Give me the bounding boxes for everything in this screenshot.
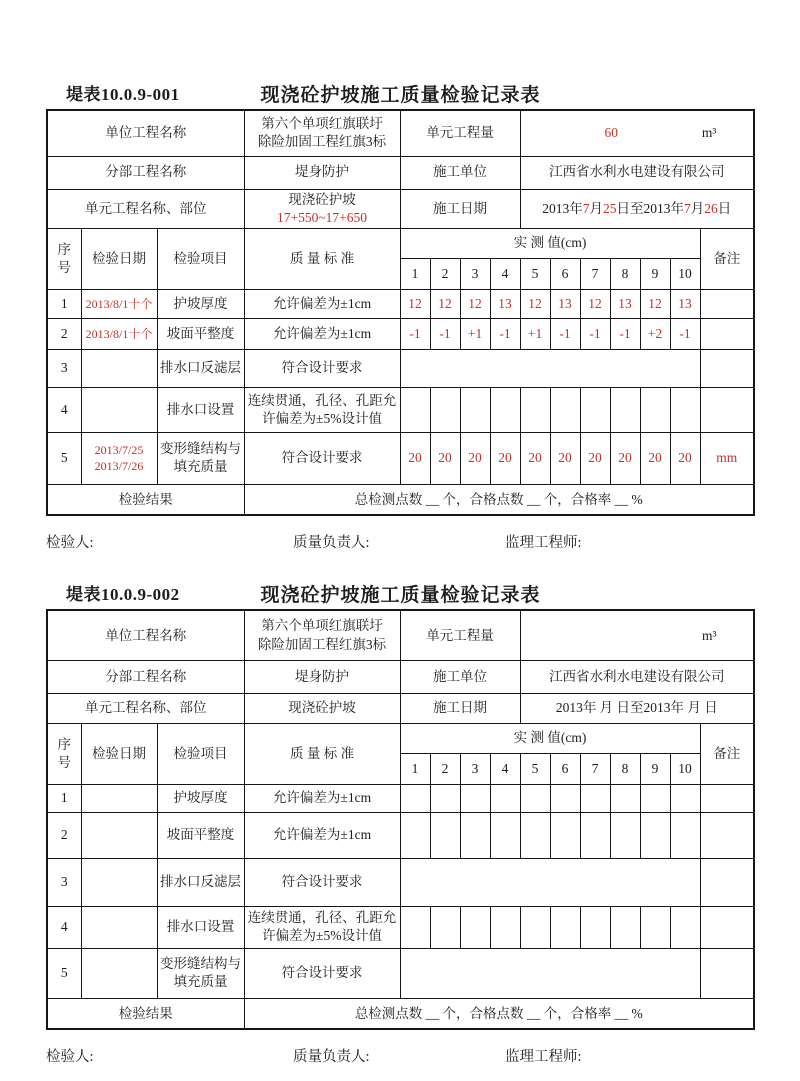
- measured-value-cell: [610, 812, 640, 858]
- row-remark: [700, 784, 754, 812]
- measured-value-cell: [670, 906, 700, 948]
- measured-value-cell: [460, 387, 490, 432]
- measured-value-cell: -1: [490, 318, 520, 349]
- measured-value-cell: [400, 387, 430, 432]
- row-date: [81, 349, 157, 387]
- row-item: 坡面平整度: [157, 318, 244, 349]
- element-line2: 17+550~17+650: [277, 209, 368, 225]
- unit-name-line2: 除险加固工程红旗3标: [257, 134, 387, 150]
- col-num: 10: [670, 258, 700, 289]
- row-item: 变形缝结构与填充质量: [157, 432, 244, 484]
- row-remark: [700, 318, 754, 349]
- contractor-label: 施工单位: [400, 156, 520, 189]
- row-standard: 允许偏差为±1cm: [244, 318, 400, 349]
- info-row-element: [47, 189, 754, 228]
- col-header-seq: 序号: [47, 723, 81, 784]
- division-value: 堤身防护: [244, 660, 400, 693]
- col-header-item: 检验项目: [157, 723, 244, 784]
- measured-value-cell: [430, 387, 460, 432]
- unit-qty-unit: m³: [701, 125, 717, 141]
- col-num: 2: [430, 258, 460, 289]
- unit-qty-value: [520, 610, 754, 660]
- measured-value-cell: 20: [610, 432, 640, 484]
- row-date: [81, 432, 157, 484]
- result-text: 总检测点数 __ 个，合格点数 __ 个，合格率 __ %: [244, 484, 754, 515]
- form2-signatures: [46, 1042, 755, 1068]
- data-row-3: [47, 858, 754, 906]
- col-num: 10: [670, 753, 700, 784]
- col-header-remark: 备注: [700, 723, 754, 784]
- result-label: 检验结果: [47, 484, 244, 515]
- col-num: 5: [520, 753, 550, 784]
- measured-value-cell: 20: [520, 432, 550, 484]
- header-row-1: [47, 228, 754, 258]
- measured-value-cell: -1: [400, 318, 430, 349]
- measured-value-cell: 12: [400, 289, 430, 318]
- measured-value-cell: [580, 387, 610, 432]
- inspection-table-1: [46, 109, 755, 516]
- row-seq: 2: [47, 812, 81, 858]
- row-date: [81, 906, 157, 948]
- measured-value-cell: 20: [490, 432, 520, 484]
- measured-value-cell: [520, 784, 550, 812]
- col-num: 1: [400, 753, 430, 784]
- contractor-value: 江西省水利水电建设有限公司: [520, 660, 754, 693]
- row-seq: 1: [47, 289, 81, 318]
- measured-value-cell: [670, 784, 700, 812]
- date-part: 2013年: [542, 200, 583, 216]
- col-header-date: 检验日期: [81, 228, 157, 289]
- measured-value-cell: [490, 784, 520, 812]
- measured-value-cell: [430, 784, 460, 812]
- measured-value-cell: -1: [580, 318, 610, 349]
- unit-qty-label: 单元工程量: [400, 610, 520, 660]
- row-standard: 符合设计要求: [244, 948, 400, 998]
- measured-value-cell: [490, 906, 520, 948]
- measured-value-cell: [580, 784, 610, 812]
- measured-value-cell: +1: [520, 318, 550, 349]
- col-header-standard: 质 量 标 准: [244, 723, 400, 784]
- measured-value-cell: 12: [520, 289, 550, 318]
- row-date: 2013/8/1十个: [81, 289, 157, 318]
- col-num: 4: [490, 753, 520, 784]
- unit-name-line1: 第六个单项红旗联圩: [261, 618, 383, 634]
- col-header-measured: 实 测 值(cm): [400, 723, 700, 753]
- unit-name-label: 单位工程名称: [47, 110, 244, 156]
- measured-value-cell: [430, 906, 460, 948]
- data-row-2: [47, 318, 754, 349]
- info-row-unit-name: [47, 110, 754, 156]
- measured-value-cell: [610, 784, 640, 812]
- col-num: 8: [610, 753, 640, 784]
- info-row-division: [47, 156, 754, 189]
- measured-value-cell: [550, 784, 580, 812]
- row-item: 排水口设置: [157, 387, 244, 432]
- unit-name-label: 单位工程名称: [47, 610, 244, 660]
- row-standard: 符合设计要求: [244, 349, 400, 387]
- date-part: 7: [582, 200, 590, 216]
- form2-number: 堤表10.0.9-002: [66, 585, 180, 605]
- col-header-remark: 备注: [700, 228, 754, 289]
- row-date: [81, 387, 157, 432]
- measured-value-cell: [550, 812, 580, 858]
- measured-value-cell: 20: [580, 432, 610, 484]
- measured-value-cell: [400, 784, 430, 812]
- row-remark: [700, 812, 754, 858]
- row-item: 排水口设置: [157, 906, 244, 948]
- measured-value-cell: [430, 812, 460, 858]
- row-item: 排水口反滤层: [157, 858, 244, 906]
- row-remark: mm: [700, 432, 754, 484]
- col-header-date: 检验日期: [81, 723, 157, 784]
- unit-qty-unit: m³: [701, 627, 717, 643]
- col-num: 7: [580, 258, 610, 289]
- measured-value-cell: 20: [550, 432, 580, 484]
- measured-value-cell: [580, 812, 610, 858]
- measured-value-cell: [550, 906, 580, 948]
- measured-value-cell: -1: [430, 318, 460, 349]
- row-date-line2: 2013/7/26: [94, 459, 144, 474]
- measured-value-cell: [490, 387, 520, 432]
- row-item: 护坡厚度: [157, 289, 244, 318]
- data-row-1: [47, 289, 754, 318]
- measured-value-cell: 20: [640, 432, 670, 484]
- row-remark: [700, 906, 754, 948]
- unit-name-value: [244, 610, 400, 660]
- result-row: [47, 998, 754, 1029]
- unit-qty-value: [520, 110, 754, 156]
- quality-manager-signature-label: 质量负责人:: [293, 534, 370, 551]
- supervisor-signature-label: 监理工程师:: [505, 534, 582, 551]
- form1-signatures: [46, 528, 755, 554]
- header-row-1: [47, 723, 754, 753]
- measured-value-cell: [640, 812, 670, 858]
- info-row-division: [47, 660, 754, 693]
- element-value: [244, 693, 400, 723]
- col-header-seq: 序号: [47, 228, 81, 289]
- measured-value-cell: 20: [400, 432, 430, 484]
- row-date: [81, 784, 157, 812]
- measured-value-cell: -1: [610, 318, 640, 349]
- measured-value-cell: [640, 387, 670, 432]
- row-item: 坡面平整度: [157, 812, 244, 858]
- measured-value-cell: 13: [550, 289, 580, 318]
- date-value: [520, 189, 754, 228]
- data-row-3: [47, 349, 754, 387]
- element-label: 单元工程名称、部位: [47, 693, 244, 723]
- result-row: [47, 484, 754, 515]
- date-part: 2013年 月 日至2013年 月 日: [555, 700, 718, 716]
- measured-values-merged: [400, 858, 700, 906]
- quality-manager-signature-label: 质量负责人:: [293, 1048, 370, 1065]
- col-num: 9: [640, 753, 670, 784]
- info-row-unit-name: [47, 610, 754, 660]
- unit-qty-number: 60: [604, 125, 618, 141]
- row-date-line1: 2013/7/25: [94, 443, 144, 458]
- data-row-5: [47, 948, 754, 998]
- date-label: 施工日期: [400, 693, 520, 723]
- measured-value-cell: +1: [460, 318, 490, 349]
- inspector-signature-label: 检验人:: [46, 534, 94, 551]
- row-seq: 3: [47, 349, 81, 387]
- measured-value-cell: [520, 812, 550, 858]
- measured-value-cell: [610, 906, 640, 948]
- measured-value-cell: 20: [460, 432, 490, 484]
- supervisor-signature-label: 监理工程师:: [505, 1048, 582, 1065]
- row-remark: [700, 349, 754, 387]
- col-num: 9: [640, 258, 670, 289]
- form1-title-row: [46, 80, 755, 106]
- element-line1: 现浇砼护坡: [288, 700, 356, 716]
- col-num: 8: [610, 258, 640, 289]
- result-text: 总检测点数 __ 个，合格点数 __ 个，合格率 __ %: [244, 998, 754, 1029]
- date-part: 7: [684, 200, 691, 216]
- measured-value-cell: [460, 784, 490, 812]
- col-num: 1: [400, 258, 430, 289]
- measured-value-cell: 13: [670, 289, 700, 318]
- date-part: 月: [690, 200, 705, 216]
- row-remark: [700, 387, 754, 432]
- row-item: 排水口反滤层: [157, 349, 244, 387]
- measured-values-merged: [400, 349, 700, 387]
- row-standard: 允许偏差为±1cm: [244, 289, 400, 318]
- measured-value-cell: 13: [490, 289, 520, 318]
- col-num: 5: [520, 258, 550, 289]
- measured-value-cell: [670, 387, 700, 432]
- form2-title-row: [46, 580, 755, 606]
- measured-value-cell: 12: [460, 289, 490, 318]
- contractor-value: 江西省水利水电建设有限公司: [520, 156, 754, 189]
- measured-value-cell: [610, 387, 640, 432]
- measured-value-cell: [520, 906, 550, 948]
- row-seq: 4: [47, 906, 81, 948]
- row-date: 2013/8/1十个: [81, 318, 157, 349]
- unit-name-line1: 第六个单项红旗联圩: [261, 116, 383, 132]
- measured-value-cell: -1: [670, 318, 700, 349]
- form1-title: 现浇砼护坡施工质量检验记录表: [260, 85, 541, 106]
- date-part: 25: [603, 200, 617, 216]
- measured-value-cell: [400, 812, 430, 858]
- measured-value-cell: +2: [640, 318, 670, 349]
- form1-number: 堤表10.0.9-001: [66, 85, 180, 104]
- date-part: 月: [589, 200, 604, 216]
- measured-value-cell: 13: [610, 289, 640, 318]
- row-standard: 连续贯通，孔径、孔距允许偏差为±5%设计值: [244, 906, 400, 948]
- col-num: 6: [550, 258, 580, 289]
- date-part: 日: [717, 200, 732, 216]
- date-part: 26: [704, 200, 718, 216]
- division-label: 分部工程名称: [47, 660, 244, 693]
- measured-value-cell: [460, 906, 490, 948]
- data-row-2: [47, 812, 754, 858]
- data-row-5: [47, 432, 754, 484]
- col-num: 4: [490, 258, 520, 289]
- measured-value-cell: [460, 812, 490, 858]
- division-value: 堤身防护: [244, 156, 400, 189]
- element-label: 单元工程名称、部位: [47, 189, 244, 228]
- measured-value-cell: [520, 387, 550, 432]
- row-item: 变形缝结构与填充质量: [157, 948, 244, 998]
- division-label: 分部工程名称: [47, 156, 244, 189]
- col-header-standard: 质 量 标 准: [244, 228, 400, 289]
- row-remark: [700, 948, 754, 998]
- row-standard: 连续贯通，孔径、孔距允许偏差为±5%设计值: [244, 387, 400, 432]
- result-label: 检验结果: [47, 998, 244, 1029]
- data-row-1: [47, 784, 754, 812]
- measured-value-cell: [670, 812, 700, 858]
- date-value: [520, 693, 754, 723]
- row-standard: 符合设计要求: [244, 858, 400, 906]
- inspection-table-2: [46, 609, 755, 1030]
- row-item: 护坡厚度: [157, 784, 244, 812]
- row-seq: 4: [47, 387, 81, 432]
- info-row-element: [47, 693, 754, 723]
- contractor-label: 施工单位: [400, 660, 520, 693]
- row-date: [81, 858, 157, 906]
- row-remark: [700, 858, 754, 906]
- unit-name-line2: 除险加固工程红旗3标: [257, 636, 387, 652]
- row-seq: 5: [47, 948, 81, 998]
- col-num: 3: [460, 258, 490, 289]
- measured-value-cell: 20: [430, 432, 460, 484]
- measured-value-cell: -1: [550, 318, 580, 349]
- date-label: 施工日期: [400, 189, 520, 228]
- col-header-measured: 实 测 值(cm): [400, 228, 700, 258]
- measured-values-merged: [400, 948, 700, 998]
- date-part: 日至2013年: [616, 200, 685, 216]
- measured-value-cell: 12: [580, 289, 610, 318]
- row-seq: 5: [47, 432, 81, 484]
- inspector-signature-label: 检验人:: [46, 1048, 94, 1065]
- data-row-4: [47, 387, 754, 432]
- data-row-4: [47, 906, 754, 948]
- measured-value-cell: [490, 812, 520, 858]
- measured-value-cell: [400, 906, 430, 948]
- element-line1: 现浇砼护坡: [288, 191, 356, 207]
- form2-title: 现浇砼护坡施工质量检验记录表: [260, 585, 541, 607]
- row-date: [81, 948, 157, 998]
- row-date: [81, 812, 157, 858]
- measured-value-cell: [640, 784, 670, 812]
- col-num: 3: [460, 753, 490, 784]
- row-seq: 1: [47, 784, 81, 812]
- measured-value-cell: 12: [430, 289, 460, 318]
- measured-value-cell: 12: [640, 289, 670, 318]
- col-header-item: 检验项目: [157, 228, 244, 289]
- row-seq: 3: [47, 858, 81, 906]
- unit-qty-label: 单元工程量: [400, 110, 520, 156]
- row-seq: 2: [47, 318, 81, 349]
- row-remark: [700, 289, 754, 318]
- measured-value-cell: [550, 387, 580, 432]
- measured-value-cell: [640, 906, 670, 948]
- measured-value-cell: 20: [670, 432, 700, 484]
- col-num: 6: [550, 753, 580, 784]
- measured-value-cell: [580, 906, 610, 948]
- unit-name-value: [244, 110, 400, 156]
- row-standard: 允许偏差为±1cm: [244, 812, 400, 858]
- element-value: [244, 189, 400, 228]
- row-standard: 符合设计要求: [244, 432, 400, 484]
- col-num: 2: [430, 753, 460, 784]
- row-standard: 允许偏差为±1cm: [244, 784, 400, 812]
- col-num: 7: [580, 753, 610, 784]
